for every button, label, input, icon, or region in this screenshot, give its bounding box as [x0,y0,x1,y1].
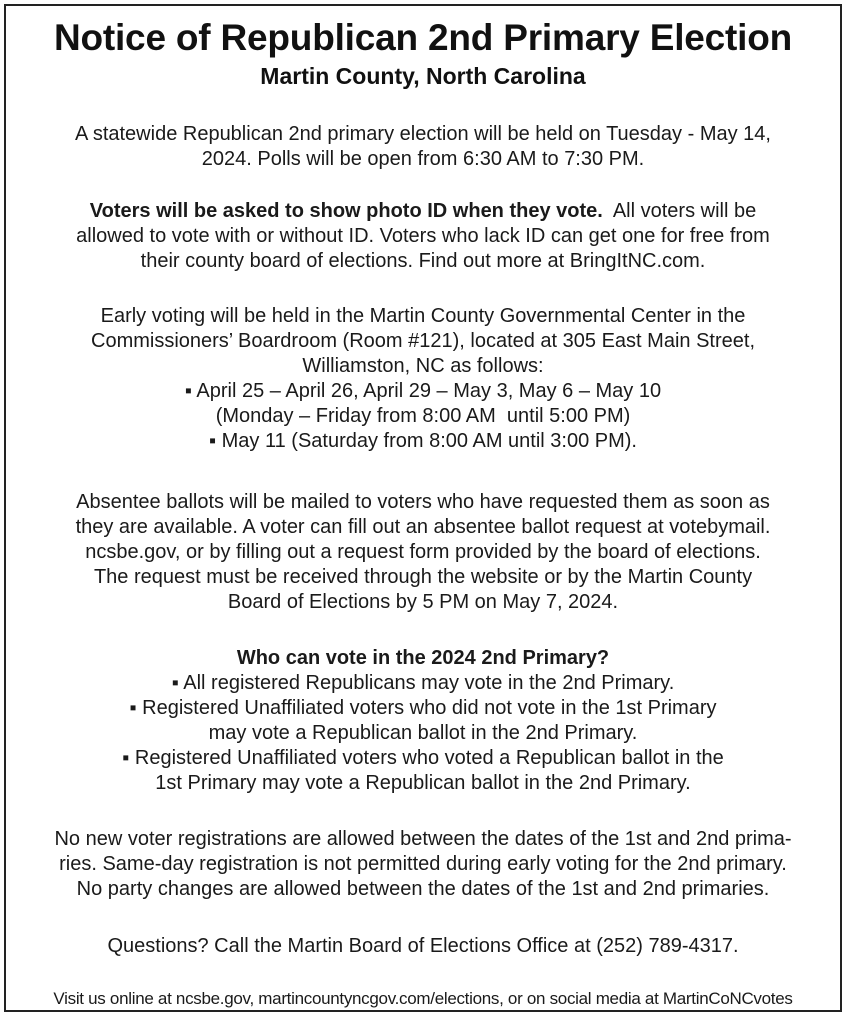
early-voting-dates-item: ▪ April 25 – April 26, April 29 – May 3, May 6 – May 10 [184,380,662,402]
registration-paragraph [20,827,826,902]
who-can-vote-heading: Who can vote in the 2024 2nd Primary? [236,647,610,669]
early-voting-paragraph [20,304,826,454]
early-voting-line: Commissioners’ Boardroom (Room #121), located at 305 East Main Street, [91,330,755,352]
who-can-vote-item: ▪ Registered Unaffiliated voters who did not vote in the 1st Primary [129,697,717,719]
intro-line: A statewide Republican 2nd primary election will be held on Tuesday - May 14, [75,123,771,145]
absentee-line: they are available. A voter can fill out an absentee ballot request at votebymail. [75,516,771,538]
absentee-line: Board of Elections by 5 PM on May 7, 2024. [227,591,619,613]
photo-id-lead-rest: All voters will be [602,200,757,222]
who-can-vote-item: ▪ Registered Unaffiliated voters who voted a Republican ballot in the [122,747,724,769]
election-notice [4,4,842,1012]
registration-line: No party changes are allowed between the dates of the 1st and 2nd primaries. [76,878,770,900]
early-voting-line: Williamston, NC as follows: [302,355,544,377]
who-can-vote-item: may vote a Republican ballot in the 2nd Primary. [208,722,638,744]
photo-id-line [20,199,826,224]
absentee-line: Absentee ballots will be mailed to voters who have requested them as soon as [76,491,770,513]
intro-line: 2024. Polls will be open from 6:30 AM to 7:30 PM. [201,148,645,170]
early-voting-hours: (Monday – Friday from 8:00 AM until 5:00 PM) [215,405,631,427]
photo-id-line: their county board of elections. Find out more at BringItNC.com. [140,250,706,272]
absentee-paragraph [20,490,826,615]
questions-paragraph [20,934,826,959]
photo-id-paragraph [20,199,826,274]
early-voting-dates-item: ▪ May 11 (Saturday from 8:00 AM until 3:00 PM). [208,430,637,452]
photo-id-line: allowed to vote with or without ID. Voters who lack ID can get one for free from [76,225,770,247]
absentee-line: ncsbe.gov, or by filling out a request form provided by the board of elections. [85,541,761,563]
notice-subtitle: Martin County, North Carolina [260,63,586,89]
photo-id-lead: Voters will be asked to show photo ID when they vote. [89,200,603,222]
absentee-line: The request must be received through the website or by the Martin County [93,566,753,588]
notice-title: Notice of Republican 2nd Primary Election [53,17,793,58]
intro-paragraph [20,122,826,172]
questions-line: Questions? Call the Martin Board of Elections Office at (252) 789-4317. [107,935,739,957]
early-voting-line: Early voting will be held in the Martin County Governmental Center in the [100,305,746,327]
who-can-vote-item: 1st Primary may vote a Republican ballot in the 2nd Primary. [155,772,691,794]
registration-line: No new voter registrations are allowed between the dates of the 1st and 2nd prima- [54,828,792,850]
who-can-vote-section [20,646,826,796]
who-can-vote-item: ▪ All registered Republicans may vote in the 2nd Primary. [171,672,675,694]
footer-links: Visit us online at ncsbe.gov, martincountyncgov.com/elections, or on social media at MartinCoNCvotes [53,989,793,1008]
registration-line: ries. Same-day registration is not permitted during early voting for the 2nd primary. [59,853,787,875]
